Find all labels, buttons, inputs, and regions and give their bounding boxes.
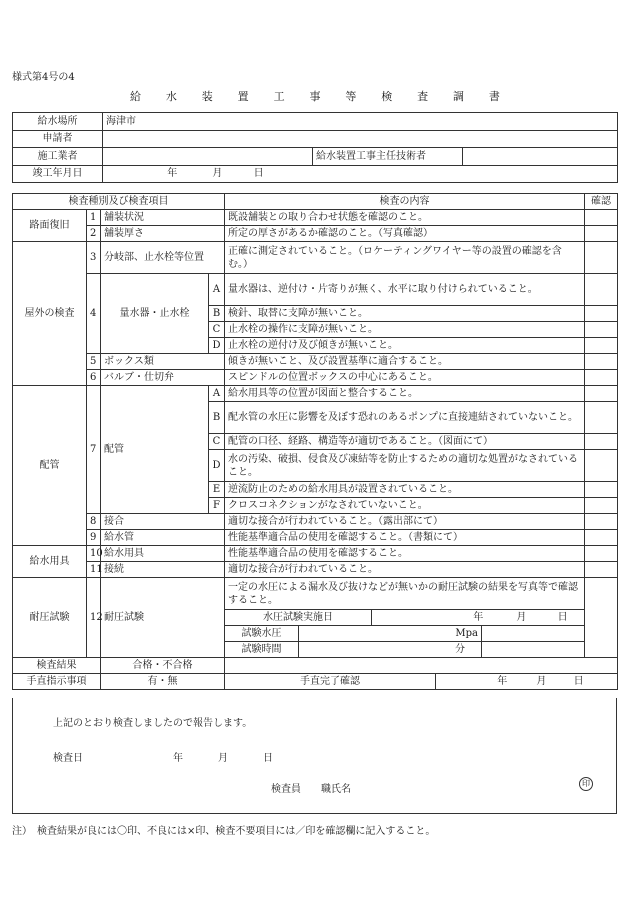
item-name: 耐圧試験	[101, 578, 225, 658]
title-char: 調	[453, 90, 465, 103]
completion-date-field[interactable]	[103, 165, 618, 183]
check-cell[interactable]	[585, 226, 618, 242]
check-cell[interactable]	[585, 242, 618, 274]
item-name: 接続	[101, 562, 225, 578]
check-cell[interactable]	[585, 562, 618, 578]
check-cell[interactable]	[585, 546, 618, 562]
item-content: 量水器は、逆付け・片寄りが無く、水平に取り付けられていること。	[225, 274, 585, 306]
title-char: 検	[381, 90, 393, 103]
instruction-label: 手直指示事項	[13, 674, 101, 690]
item-content: 適切な接合が行われていること。（露出部にて）	[225, 514, 585, 530]
report-text: 上記のとおり検査しましたので報告します。	[53, 718, 253, 729]
item-no: 6	[87, 370, 101, 386]
engineer-label: 給水装置工事主任技術者	[313, 148, 463, 166]
check-cell[interactable]	[585, 306, 618, 322]
item-content: 適切な接合が行われていること。	[225, 562, 585, 578]
title-char: 査	[417, 90, 429, 103]
item-no: 4	[87, 274, 101, 354]
check-cell[interactable]	[585, 514, 618, 530]
check-cell[interactable]	[585, 210, 618, 226]
title-char: 水	[165, 90, 177, 103]
item-content: 止水栓の逆付け及び傾きが無いこと。	[225, 338, 585, 354]
sub-key: C	[209, 322, 225, 338]
header-table	[12, 112, 618, 183]
item-name: バルブ・仕切弁	[101, 370, 225, 386]
check-cell[interactable]	[585, 402, 618, 434]
day-label: 日	[557, 612, 568, 623]
item-content: 止水栓の操作に支障が無いこと。	[225, 322, 585, 338]
title-char: 等	[345, 90, 357, 103]
item-no: 7	[87, 386, 101, 514]
year-label: 年	[167, 168, 178, 180]
result-value[interactable]: 合格・不合格	[101, 658, 225, 674]
item-content: 水の汚染、破損、侵食及び凍結等を防止するための適切な処置がなされていること。	[225, 450, 585, 482]
title-char: 給	[130, 90, 141, 103]
item-content: 給水用具等の位置が図面と整合すること。	[225, 386, 585, 402]
item-name: 給水管	[101, 530, 225, 546]
blank-cell	[482, 626, 585, 642]
inspector-label: 検査員 職氏名	[271, 784, 351, 795]
item-name: ボックス類	[101, 354, 225, 370]
col-category: 検査種別及び検査項目	[13, 194, 225, 210]
month-label: 月	[516, 612, 527, 623]
inspection-table	[12, 193, 618, 690]
item-content: クロスコネクションがなされていないこと。	[225, 498, 585, 514]
time-field[interactable]	[299, 642, 482, 658]
done-label: 手直完了確認	[225, 674, 436, 690]
check-cell[interactable]	[585, 450, 618, 482]
item-no: 1	[87, 210, 101, 226]
pressure-label: 試験水圧	[225, 626, 299, 642]
section-fixtures: 給水用具	[13, 546, 87, 578]
title-char: 装	[201, 90, 213, 103]
inspection-date-field[interactable]	[173, 749, 273, 764]
check-cell[interactable]	[585, 498, 618, 514]
item-name: 分岐部、止水栓等位置	[101, 242, 225, 274]
check-cell[interactable]	[585, 530, 618, 546]
item-content: 一定の水圧による漏水及び抜けなどが無いかの耐圧試験の結果を写真等で確認すること。	[225, 578, 585, 610]
year-label: 年	[173, 753, 183, 764]
sub-key: A	[209, 386, 225, 402]
section-road: 路面復旧	[13, 210, 87, 242]
sub-key: E	[209, 482, 225, 498]
pressure-field[interactable]	[299, 626, 482, 642]
seal-icon: 印	[579, 777, 593, 791]
item-content: 所定の厚さがあるか確認のこと。（写真確認）	[225, 226, 585, 242]
col-check: 確認	[585, 194, 618, 210]
item-no: 9	[87, 530, 101, 546]
title-char: 工	[273, 90, 285, 103]
item-content: 配管の口径、経路、構造等が適切であること。（図面にて）	[225, 434, 585, 450]
sub-key: B	[209, 306, 225, 322]
done-date-field[interactable]	[436, 674, 618, 690]
item-content: 傾きが無いこと、及び設置基準に適合すること。	[225, 354, 585, 370]
item-content: 検針、取替に支障が無いこと。	[225, 306, 585, 322]
item-no: 2	[87, 226, 101, 242]
day-label: 日	[263, 753, 273, 764]
pressure-unit: Mpa	[455, 628, 478, 639]
check-cell[interactable]	[585, 370, 618, 386]
item-no: 8	[87, 514, 101, 530]
check-cell[interactable]	[585, 274, 618, 306]
item-name: 給水用具	[101, 546, 225, 562]
check-cell[interactable]	[585, 482, 618, 498]
item-name: 配管	[101, 386, 209, 514]
section-outdoor: 屋外の検査	[13, 242, 87, 386]
item-content: 性能基準適合品の使用を確認すること。（書類にて）	[225, 530, 585, 546]
item-content: スピンドルの位置ボックスの中心にあること。	[225, 370, 585, 386]
sub-key: A	[209, 274, 225, 306]
title-char: 書	[488, 90, 500, 103]
year-label: 年	[497, 676, 508, 687]
month-label: 月	[536, 676, 547, 687]
completion-label: 竣工年月日	[13, 165, 103, 183]
time-unit: 分	[455, 644, 465, 655]
item-no: 12	[87, 578, 101, 658]
sub-key: D	[209, 338, 225, 354]
item-content: 逆流防止のための給水用具が設置されていること。	[225, 482, 585, 498]
item-no: 3	[87, 242, 101, 274]
document-title	[130, 88, 500, 104]
location-label: 給水場所	[13, 113, 103, 131]
section-piping: 配管	[13, 386, 87, 546]
report-box	[12, 698, 617, 814]
title-char: 置	[237, 90, 249, 103]
time-label: 試験時間	[225, 642, 299, 658]
item-content: 正確に測定されていること。（ロケーティングワイヤー等の設置の確認を含む。）	[225, 242, 585, 274]
form-id: 様式第4号の4	[12, 72, 75, 83]
item-name: 舗装状況	[101, 210, 225, 226]
result-blank	[225, 658, 618, 674]
instruction-value[interactable]: 有・無	[101, 674, 225, 690]
item-content: 性能基準適合品の使用を確認すること。	[225, 546, 585, 562]
applicant-field[interactable]	[103, 130, 618, 148]
footnote: 注） 検査結果が良には〇印、不良には×印、検査不要項目には／印を確認欄に記入すること。	[12, 826, 436, 837]
year-label: 年	[473, 612, 484, 623]
sub-key: C	[209, 434, 225, 450]
item-no: 5	[87, 354, 101, 370]
title-char: 事	[309, 90, 321, 103]
check-cell[interactable]	[585, 354, 618, 370]
contractor-label: 施工業者	[13, 148, 103, 166]
day-label: 日	[253, 168, 264, 180]
pressure-date-field[interactable]	[372, 610, 585, 626]
item-name: 接合	[101, 514, 225, 530]
sub-key: F	[209, 498, 225, 514]
check-cell[interactable]	[585, 386, 618, 402]
day-label: 日	[573, 676, 584, 687]
result-label: 検査結果	[13, 658, 101, 674]
month-label: 月	[218, 753, 228, 764]
check-cell[interactable]	[585, 338, 618, 354]
item-name: 量水器・止水栓	[101, 274, 209, 354]
month-label: 月	[212, 168, 223, 180]
item-name: 舗装厚さ	[101, 226, 225, 242]
location-field[interactable]: 海津市	[103, 113, 618, 131]
check-cell[interactable]	[585, 322, 618, 338]
item-content: 既設舗装との取り合わせ状態を確認のこと。	[225, 210, 585, 226]
pressure-date-label: 水圧試験実施日	[225, 610, 372, 626]
item-no: 10	[87, 546, 101, 562]
blank-cell	[482, 642, 585, 658]
item-no: 11	[87, 562, 101, 578]
contractor-field[interactable]	[103, 148, 313, 166]
sub-key: D	[209, 450, 225, 482]
section-pressure: 耐圧試験	[13, 578, 87, 658]
sub-key: B	[209, 402, 225, 434]
item-content: 配水管の水圧に影響を及ぼす恐れのあるポンプに直接連結されていないこと。	[225, 402, 585, 434]
inspection-date-label: 検査日	[53, 753, 83, 764]
check-cell[interactable]	[585, 578, 618, 658]
col-content: 検査の内容	[225, 194, 585, 210]
check-cell[interactable]	[585, 434, 618, 450]
applicant-label: 申請者	[13, 130, 103, 148]
engineer-field[interactable]	[463, 148, 618, 166]
